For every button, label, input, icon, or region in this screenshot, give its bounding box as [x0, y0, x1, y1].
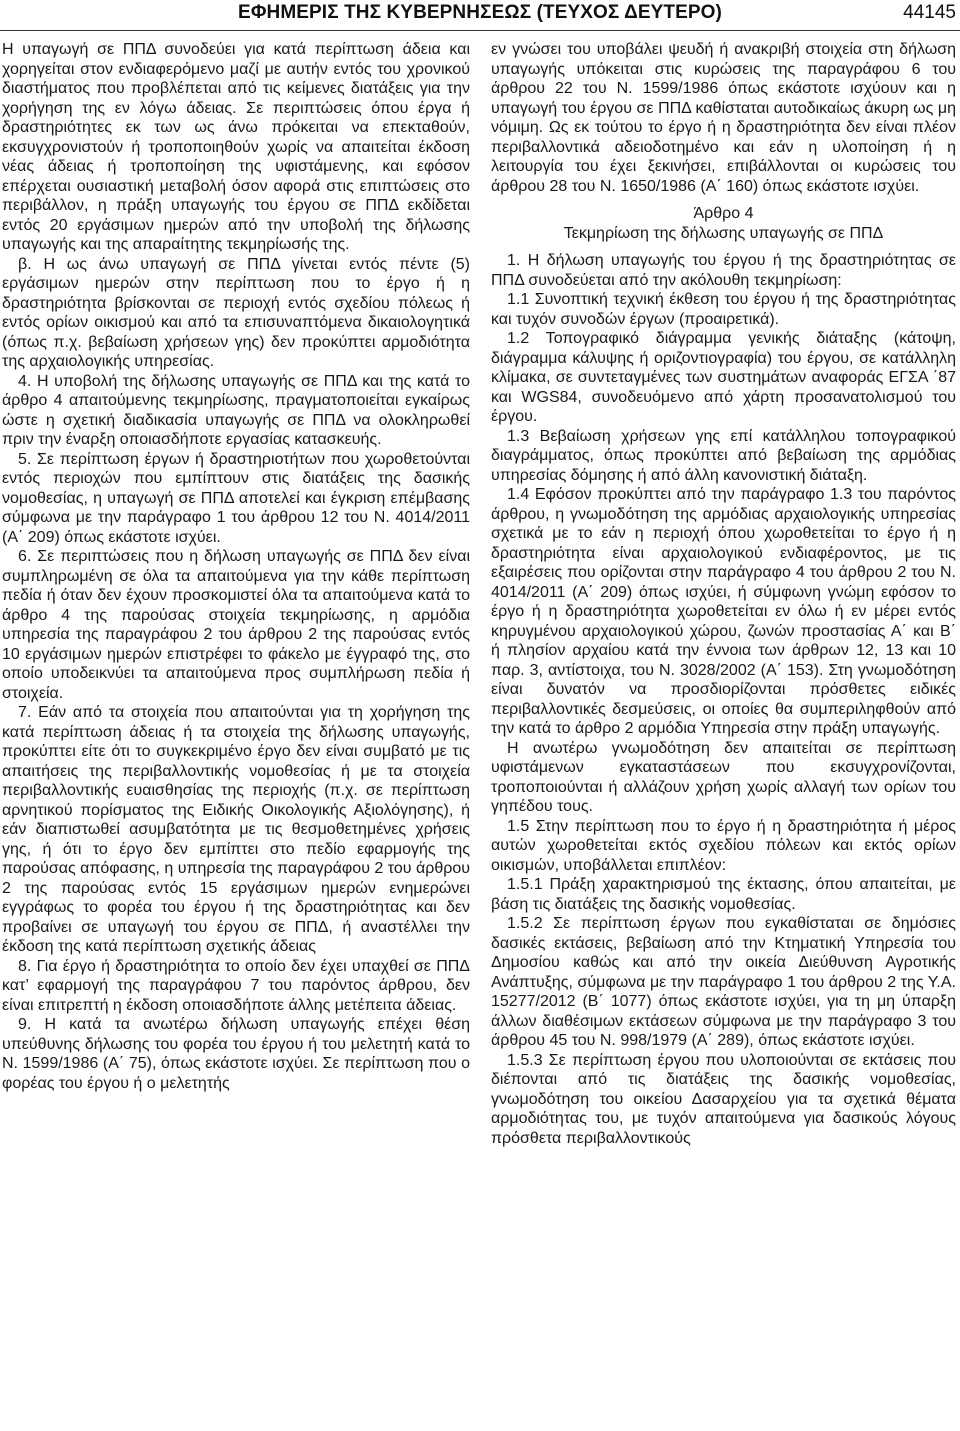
article-title: Άρθρο 4 — [693, 205, 754, 222]
paragraph: 1.3 Βεβαίωση χρήσεων γης επί κατάλληλου τοπογραφικού διαγράμματος, όπως προκύπτει από βεβαίωση της αρμόδιας υπηρεσίας δόμησης ή από άλλη κανονιστική διάταξη. — [491, 427, 956, 484]
gazette-title: ΕΦΗΜΕΡΙΣ ΤΗΣ ΚΥΒΕΡΝΗΣΕΩΣ (ΤΕΥΧΟΣ ΔΕΥΤΕΡΟ) — [238, 2, 722, 23]
header-divider — [0, 30, 960, 31]
paragraph: 7. Εάν από τα στοιχεία που απαιτούνται για τη χορήγηση της κατά περίπτωση άδειας ή τα στοιχεία της δήλωσης υπαγωγής, προκύπτει είτε ότι το συγκεκριμένο έργο δεν είναι συμβατό με τις απαιτήσεις της περιβαλλοντικής νομοθεσίας ή με τα στοιχεία περιβαλλοντικής ευαισθησίας της περιοχής (π.χ. σε περίπτωση αρνητικού πορίσματος της Ειδικής Οικολογικής Αξιολόγησης), ή εάν διαπιστωθεί ασυμβατότητα με τις θεσμοθετημένες χρήσεις γης, ή ότι το έργο δεν εμπίπτει στο πεδίο εφαρμογής της παρούσας απόφασης, η υπηρεσία της παραγράφου 2 του άρθρου 2 της παρούσας εντός 15 εργάσιμων ημερών ενημερώνει εγγράφως το φορέα του έργου ή της δραστηριότητας και δεν προβαίνει σε υπαγωγή του έργου σε ΠΠΔ, ή αναστέλλει την έκδοση της κατά περίπτωση σχετικής άδειας — [2, 704, 470, 955]
paragraph: 1.5.2 Σε περίπτωση έργων που εγκαθίσταται σε δημόσιες δασικές εκτάσεις, βεβαίωση από την Κτηματική Υπηρεσία του Δημοσίου καθώς και από την οικεία Διεύθυνση Αγροτικής Ανάπτυξης, σύμφωνα με την παράγραφο 1 του άρθρου 2 της Υ.Α. 15277/2012 (Β΄ 1077) όπως εκάστοτε ισχύει, για τη μη ύπαρξη άλλων διαθέσιμων εκτάσεων σύμφωνα με την παράγραφο 3 του άρθρου 45 του Ν. 998/1979 (Α΄ 289), όπως εκάστοτε ισχύει. — [491, 915, 956, 1049]
paragraph: 6. Σε περιπτώσεις που η δήλωση υπαγωγής σε ΠΠΔ δεν είναι συμπληρωμένη σε όλα τα απαιτούμενα για την κάθε περίπτωση πεδία ή όταν δεν έχουν προσκομιστεί όλα τα απαιτούμενα κατά το άρθρο 4 της παρούσας στοιχεία τεκμηρίωσης, η αρμόδια υπηρεσία της παραγράφου 2 του άρθρου 2 της παρούσας εντός 10 εργάσιμων ημερών επιστρέφει το φάκελο με έγγραφό της, στο οποίο υποδεικνύει τα απαιτούμενα προς συμπλήρωση πεδία ή στοιχεία. — [2, 548, 470, 702]
paragraph: 1.1 Συνοπτική τεχνική έκθεση του έργου ή της δραστηριότητας και τυχόν συνοδών έργων (προαιρετικά). — [491, 291, 956, 328]
paragraph: 1.2 Τοπογραφικό διάγραμμα γενικής διάταξης (κάτοψη, διάγραμμα κάλυψης ή οριζοντιογραφία) του έργου, σε κατάλληλη κλίμακα, σε συντεταγμένες των συστημάτων αναφοράς ΕΓΣΑ ΄87 και WGS84, συνοδευόμενο από χάρτη προσανατολισμού του έργου. — [491, 330, 956, 425]
paragraph: 1. Η δήλωση υπαγωγής του έργου ή της δραστηριότητας σε ΠΠΔ συνοδεύεται από την ακόλουθη τεκμηρίωση: — [491, 252, 956, 289]
paragraph: 1.5.1 Πράξη χαρακτηρισμού της έκτασης, όπου απαιτείται, με βάση τις διατάξεις της δασικής νομοθεσίας. — [491, 876, 956, 913]
paragraph: Η ανωτέρω γνωμοδότηση δεν απαιτείται σε περίπτωση υφιστάμενων εγκαταστάσεων που εκσυγχρονίζονται, τροποποιούνται ή αλλάζουν χρήση χωρίς αλλαγή των ορίων του γηπέδου τους. — [491, 739, 956, 815]
paragraph: Η υπαγωγή σε ΠΠΔ συνοδεύει για κατά περίπτωση άδεια και χορηγείται στον ενδιαφερόμενο μαζί με αυτήν εντός του χρονικού διαστήματος που προβλέπεται από τις κείμενες διατάξεις για την χορήγηση της εν λόγω άδειας. Σε περιπτώσεις όπου έργα ή δραστηριότητες εκ των ως άνω πρόκειται να επεκταθούν, εκσυγχρονιστούν ή τροποποιηθούν χωρίς να απαιτείται έκδοση νέας άδειας ή τροποποίηση της υφιστάμενης, και εφόσον επέρχεται ουσιαστική μεταβολή όσον αφορά στις επιπτώσεις στο περιβάλλον, η πράξη υπαγωγής του έργου σε ΠΠΔ εκδίδεται εντός 20 εργάσιμων ημερών από την υποβολή της δήλωσης υπαγωγής και της απαραίτητης τεκμηρίωσής της. — [2, 41, 470, 253]
paragraph: εν γνώσει του υποβάλει ψευδή ή ανακριβή στοιχεία στη δήλωση υπαγωγής υπόκειται στις κυρώσεις της παραγράφου 6 του άρθρου 22 του Ν. 1599/1986 όπως εκάστοτε ισχύουν και η υπαγωγή του έργου σε ΠΠΔ καθίσταται αυτοδικαίως άκυρη ως μη νόμιμη. Ως εκ τούτου το έργο ή η δραστηριότητα δεν είναι πλέον περιβαλλοντικά αδειοδοτημένο και εάν η υλοποίηση ή η λειτουργία του έχει ξεκινήσει, επιβάλλονται οι κυρώσεις του άρθρου 28 του Ν. 1650/1986 (Α΄ 160) όπως εκάστοτε ισχύει. — [491, 41, 956, 195]
right-column — [491, 40, 956, 1430]
paragraph: 1.5 Στην περίπτωση που το έργο ή η δραστηριότητα ή μέρος αυτών χωροθετείται εκτός σχεδίου πόλεων και εκτός ορίων οικισμών, υποβάλλεται επιπλέον: — [491, 817, 956, 874]
page-header — [0, 0, 960, 34]
paragraph: 9. Η κατά τα ανωτέρω δήλωση υπαγωγής επέχει θέση υπεύθυνης δήλωσης του φορέα του έργου ή του μελετητή κατά το Ν. 1599/1986 (Α΄ 75), όπως εκάστοτε ισχύει. Σε περίπτωση που ο φορέας του έργου ή ο μελετητής — [2, 1016, 470, 1092]
paragraph: 8. Για έργο ή δραστηριότητα το οποίο δεν έχει υπαχθεί σε ΠΠΔ κατ’ εφαρμογή της παραγράφου 7 του παρόντος άρθρου, δεν είναι επιτρεπτή η έκδοση οποιασδήποτε άλλης μετέπειτα άδειας. — [2, 957, 470, 1014]
left-column — [2, 40, 470, 1430]
paragraph: β. Η ως άνω υπαγωγή σε ΠΠΔ γίνεται εντός πέντε (5) εργάσιμων ημερών στην περίπτωση που το έργο ή η δραστηριότητα βρίσκονται σε περιοχή εντός σχεδίου πόλεως ή εντός ορίων οικισμού και από τα επισυναπτόμενα δικαιολογητικά (όπως π.χ. βεβαίωση χρήσεων γης) δεν προκύπτει αρμοδιότητα της αρχαιολογικής υπηρεσίας. — [2, 255, 470, 370]
paragraph: 1.4 Εφόσον προκύπτει από την παράγραφο 1.3 του παρόντος άρθρου, η γνωμοδότηση της αρμόδιας αρχαιολογικής υπηρεσίας σχετικά με το εάν η περιοχή όπου χωροθετείται το έργο ή η δραστηριότητα είναι αρχαιολογικού ενδιαφέροντος, με τις εξαιρέσεις που ορίζονται στην παράγραφο 4 του άρθρου 2 του Ν. 4014/2011 (Α΄ 209) όπως ισχύει, ή σύμφωνη γνώμη εφόσον το έργο ή η δραστηριότητα χωροθετείται εν όλω ή εν μέρει εντός κηρυγμένου αρχαιολογικού χώρου, ζωνών προστασίας Α΄ και Β΄ ή πλησίον αρχαίου κατά την έννοια των άρθρων 12, 13 και 10 παρ. 3, αντίστοιχα, του Ν. 3028/2002 (Α΄ 153). Στη γνωμοδότηση είναι δυνατόν να προσδιορίζονται πρόσθετες ειδικές περιβαλλοντικές δεσμεύσεις, οι οποίες θα συμπεριληφθούν από την κατά το άρθρο 2 αρμόδια Υπηρεσία στην πράξη υπαγωγής. — [491, 486, 956, 737]
paragraph: 1.5.3 Σε περίπτωση έργου που υλοποιούνται σε εκτάσεις που διέπονται από τις διατάξεις της δασικής νομοθεσίας, γνωμοδότηση του οικείου Δασαρχείου για τα σχετικά θέματα αρμοδιότητας του, με τυχόν απαιτούμενα για δασικούς λόγους πρόσθετα περιβαλλοντικούς — [491, 1051, 956, 1147]
page-number: 44145 — [903, 2, 956, 23]
paragraph: 5. Σε περίπτωση έργων ή δραστηριοτήτων που χωροθετούνται εντός περιοχών που εμπίπτουν στις διατάξεις της δασικής νομοθεσίας, η υπαγωγή σε ΠΠΔ αποτελεί και έγκριση επέμβασης σύμφωνα με την παράγραφο 1 του άρθρου 12 του Ν. 4014/2011 (Α΄ 209) όπως εκάστοτε ισχύει. — [2, 450, 470, 546]
paragraph: 4. Η υποβολή της δήλωσης υπαγωγής σε ΠΠΔ και της κατά το άρθρο 4 απαιτούμενης τεκμηρίωσης, πραγματοποιείται εγκαίρως ώστε η σχετική διαδικασία υπαγωγής σε ΠΠΔ να ολοκληρωθεί πριν την έναρξη οποιασδήποτε εργασίας κατασκευής. — [2, 372, 470, 448]
article-subtitle: Τεκμηρίωση της δήλωσης υπαγωγής σε ΠΠΔ — [563, 224, 884, 242]
